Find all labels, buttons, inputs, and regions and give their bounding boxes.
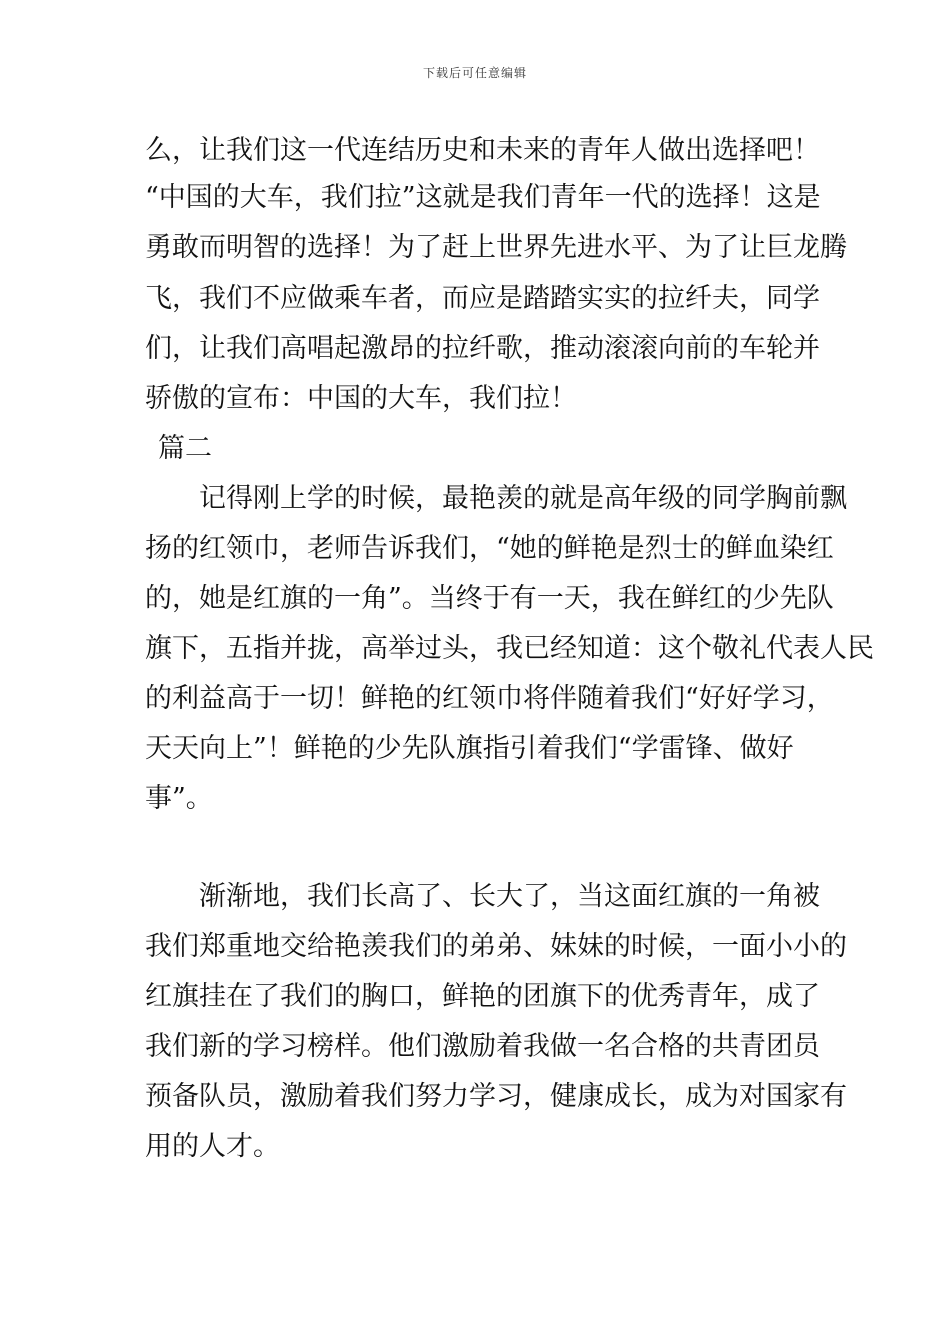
text-line: 天天向上”！鲜艳的少先队旗指引着我们“学雷锋、做好 [145, 733, 794, 764]
text-line: 扬的红领巾，老师告诉我们，“她的鲜艳是烈士的鲜血染红 [145, 533, 834, 564]
text-line: 骄傲的宣布：中国的大车，我们拉！ [145, 383, 577, 414]
text-line: 旗下，五指并拢，高举过头，我已经知道：这个敬礼代表人民 [145, 633, 874, 664]
text-line: 我们新的学习榜样。他们激励着我做一名合格的共青团员 [145, 1031, 820, 1062]
page-header: 下载后可任意编辑 [422, 66, 527, 80]
section-title: 篇二 [158, 433, 212, 464]
text-line: 记得刚上学的时候，最艳羡的就是高年级的同学胸前飘 [199, 483, 847, 514]
text-line: 红旗挂在了我们的胸口，鲜艳的团旗下的优秀青年，成了 [145, 981, 820, 1012]
text-line: 的，她是红旗的一角”。当终于有一天，我在鲜红的少先队 [145, 583, 834, 614]
text-line: 们，让我们高唱起激昂的拉纤歌，推动滚滚向前的车轮并 [145, 333, 820, 364]
text-line: 么，让我们这一代连结历史和未来的青年人做出选择吧！ [145, 135, 820, 166]
text-line: 渐渐地，我们长高了、长大了，当这面红旗的一角被 [199, 881, 820, 912]
text-line: 用的人才。 [145, 1131, 280, 1162]
text-line: 的利益高于一切！鲜艳的红领巾将伴随着我们“好好学习， [145, 683, 834, 714]
text-line: 飞，我们不应做乘车者，而应是踏踏实实的拉纤夫，同学 [145, 283, 820, 314]
text-line: 勇敢而明智的选择！为了赶上世界先进水平、为了让巨龙腾 [145, 232, 847, 263]
text-line: “中国的大车，我们拉”这就是我们青年一代的选择！这是 [145, 182, 821, 213]
text-line: 事”。 [145, 783, 213, 814]
text-line: 预备队员，激励着我们努力学习，健康成长，成为对国家有 [145, 1081, 847, 1112]
text-line: 我们郑重地交给艳羡我们的弟弟、妹妹的时候，一面小小的 [145, 931, 847, 962]
